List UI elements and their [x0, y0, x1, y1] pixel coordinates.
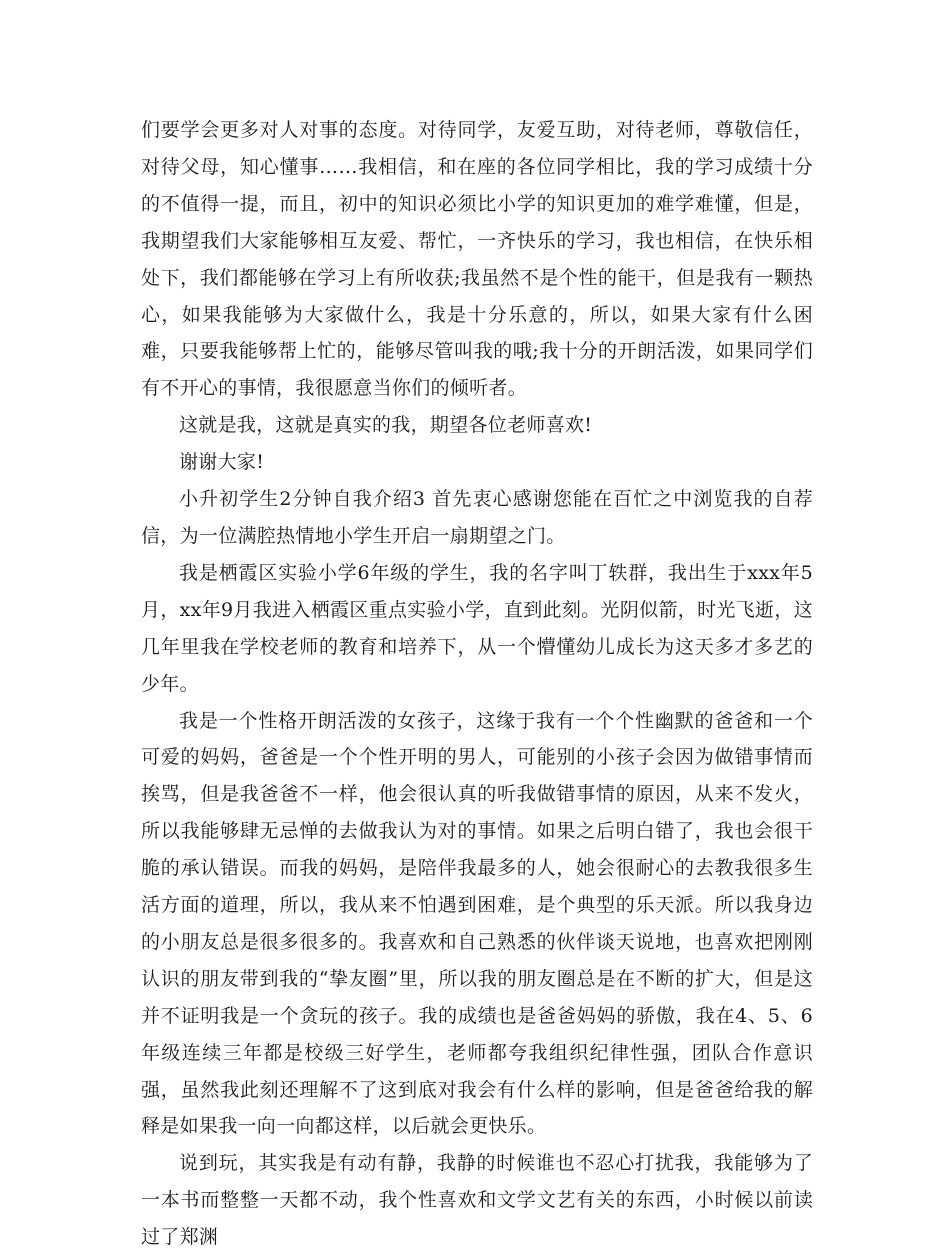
document-body [141, 112, 813, 1256]
paragraph: 说到玩，其实我是有动有静，我静的时候谁也不忍心打扰我，我能够为了一本书而整整一天都不动，我个性喜欢和文学文艺有关的东西，小时候以前读过了郑渊 [141, 1152, 813, 1249]
paragraph: 我是栖霞区实验小学6年级的学生，我的名字叫丁轶群，我出生于xxx年5月，xx年9月我进入栖霞区重点实验小学，直到此刻。光阴似箭，时光飞逝，这几年里我在学校老师的教育和培养下，从一个懵懂幼儿成长为这天多才多艺的少年。 [141, 561, 813, 695]
paragraph: 我是一个性格开朗活泼的女孩子，这缘于我有一个个性幽默的爸爸和一个可爱的妈妈，爸爸是一个个性开明的男人，可能别的小孩子会因为做错事情而挨骂，但是我爸爸不一样，他会很认真的听我做错事情的原因，从来不发火，所以我能够肆无忌惮的去做我认为对的事情。如果之后明白错了，我也会很干脆的承认错误。而我的妈妈，是陪伴我最多的人，她会很耐心的去教我很多生活方面的道理，所以，我从来不怕遇到困难，是个典型的乐天派。所以我身边的小朋友总是很多很多的。我喜欢和自己熟悉的伙伴谈天说地，也喜欢把刚刚认识的朋友带到我的“挚友圈”里，所以我的朋友圈总是在不断的扩大，但是这并不证明我是一个贪玩的孩子。我的成绩也是爸爸妈妈的骄傲，我在4、5、6年级连续三年都是校级三好学生，老师都夸我组织纪律性强，团队合作意识强，虽然我此刻还理解不了这到底对我会有什么样的影响，但是爸爸给我的解释是如果我一向一向都这样，以后就会更快乐。 [141, 709, 813, 1138]
paragraph: 小升初学生2分钟自我介绍3 首先衷心感谢您能在百忙之中浏览我的自荐信，为一位满腔热情地小学生开启一扇期望之门。 [141, 488, 813, 547]
paragraph: 谢谢大家! [179, 451, 265, 474]
paragraph: 这就是我，这就是真实的我，期望各位老师喜欢! [179, 414, 593, 437]
paragraph: 们要学会更多对人对事的态度。对待同学，友爱互助，对待老师，尊敬信任，对待父母，知心懂事……我相信，和在座的各位同学相比，我的学习成绩十分的不值得一提，而且，初中的知识必须比小学的知识更加的难学难懂，但是，我期望我们大家能够相互友爱、帮忙，一齐快乐的学习，我也相信，在快乐相处下，我们都能够在学习上有所收获;我虽然不是个性的能干，但是我有一颗热心，如果我能够为大家做什么，我是十分乐意的，所以，如果大家有什么困难，只要我能够帮上忙的，能够尽管叫我的哦;我十分的开朗活泼，如果同学们有不开心的事情，我很愿意当你们的倾听者。 [141, 119, 813, 400]
